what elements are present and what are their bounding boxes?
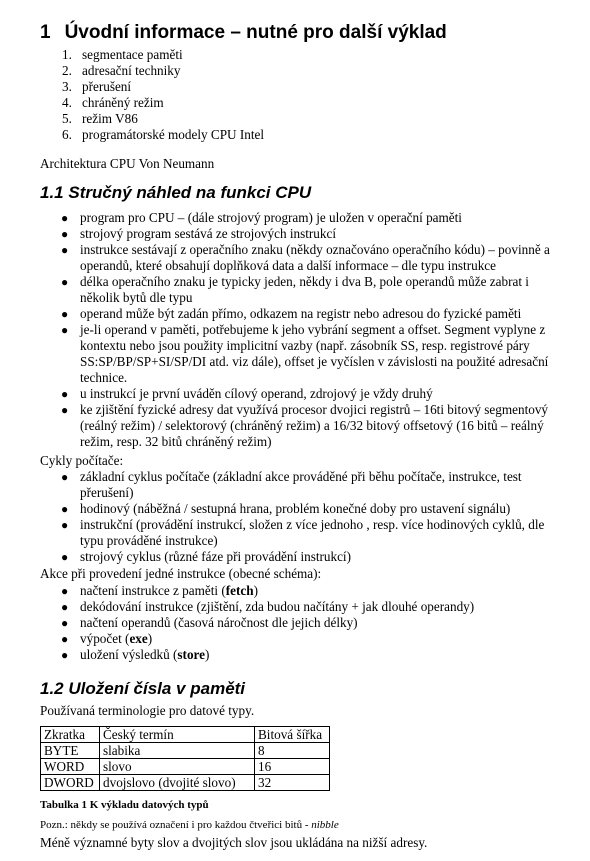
list-item xyxy=(58,647,570,663)
list-text: operand může být zadán přímo, odkazem na registr nebo adresou do fyzické paměti xyxy=(80,306,522,321)
list-item xyxy=(58,615,570,631)
chapter-number: 1 xyxy=(40,22,51,43)
table-row xyxy=(41,775,330,791)
table-cell: 16 xyxy=(255,759,330,775)
list-text: chráněný režim xyxy=(82,95,164,110)
action-keyword: fetch xyxy=(225,583,254,598)
section-heading-1-2: 1.2 Uložení čísla v paměti xyxy=(40,679,246,698)
action-keyword: exe xyxy=(129,631,148,646)
table-header-row xyxy=(41,727,330,743)
list-number: 4. xyxy=(62,95,72,110)
actions-label: Akce při provedení jedné instrukce (obecné schéma): xyxy=(40,566,322,581)
list-item xyxy=(58,549,570,565)
list-text: u instrukcí je první uváděn cílový operand, zdrojový je vždy druhý xyxy=(80,386,433,401)
note-italic-term: nibble xyxy=(311,819,339,831)
bullet-icon: ● xyxy=(61,600,69,614)
list-text: programátorské modely CPU Intel xyxy=(82,127,265,142)
list-item xyxy=(58,226,570,242)
bullet-icon: ● xyxy=(61,243,69,257)
list-number: 6. xyxy=(62,127,72,142)
section-heading-1-1: 1.1 Stručný náhled na funkci CPU xyxy=(40,183,312,202)
list-text: instrukce sestávají z operačního znaku (někdy označováno operačního kódu) – povinně a operandů, které obsahují doplňková data a další informace – dle typu instrukce xyxy=(80,242,550,273)
bullet-icon: ● xyxy=(61,403,69,417)
chapter-heading xyxy=(40,22,447,44)
table-cell: slovo xyxy=(100,759,255,775)
bullet-icon: ● xyxy=(61,584,69,598)
list-text: přerušení xyxy=(82,79,132,94)
table-cell: DWORD xyxy=(41,775,100,791)
action-text-end: ) xyxy=(253,583,258,598)
topic-list xyxy=(62,47,264,143)
list-text: režim V86 xyxy=(82,111,138,126)
architecture-line: Architektura CPU Von Neumann xyxy=(40,156,215,171)
bullet-icon: ● xyxy=(61,470,69,484)
bullet-icon: ● xyxy=(61,550,69,564)
list-item xyxy=(62,79,264,95)
action-text: dekódování instrukce (zjištění, zda budou načítány + jak dlouhé operandy) xyxy=(80,599,475,614)
action-text: výpočet ( xyxy=(80,631,130,646)
list-item xyxy=(58,501,570,517)
list-text: je-li operand v paměti, potřebujeme k jeho vybrání segment a offset. Segment vyplyne z kontextu nebo jsou použity implicitní vazby (např. zásobník SS, resp. registrové páry SS:SP/BP/SP+SI/SP/DI atd. viz dále), offset je vyčíslen v závislosti na použité adresační technice. xyxy=(80,322,549,385)
table-header-cell: Bitová šířka xyxy=(255,727,330,743)
action-text: načtení operandů (časová náročnost dle jejich délky) xyxy=(80,615,358,630)
list-item xyxy=(58,322,570,386)
action-text-end: ) xyxy=(205,647,210,662)
bullet-icon: ● xyxy=(61,616,69,630)
actions-bullet-list xyxy=(58,583,570,663)
bullet-icon: ● xyxy=(61,227,69,241)
list-number: 3. xyxy=(62,79,72,94)
bullet-icon: ● xyxy=(61,323,69,337)
table-caption: Tabulka 1 K výkladu datových typů xyxy=(40,799,209,811)
list-text: hodinový (náběžná / sestupná hrana, problém konečné doby pro ustavení signálu) xyxy=(80,501,511,516)
list-item xyxy=(58,583,570,599)
action-keyword: store xyxy=(177,647,206,662)
list-text: segmentace paměti xyxy=(82,47,183,62)
bullet-icon: ● xyxy=(61,387,69,401)
table-row xyxy=(41,743,330,759)
list-number: 1. xyxy=(62,47,72,62)
action-text-end: ) xyxy=(147,631,153,646)
list-item xyxy=(58,242,570,274)
list-text: základní cyklus počítače (základní akce prováděné při běhu počítače, instrukce, test přerušení) xyxy=(80,469,522,500)
terms-intro: Používaná terminologie pro datové typy. xyxy=(40,703,255,718)
table-cell: BYTE xyxy=(41,743,100,759)
table-header-cell: Zkratka xyxy=(41,727,100,743)
table-cell: dvojslovo (dvojité slovo) xyxy=(100,775,255,791)
list-text: strojový cyklus (různé fáze při provádění instrukcí) xyxy=(80,549,351,564)
list-item xyxy=(62,95,264,111)
data-types-table xyxy=(40,726,330,791)
list-item xyxy=(58,274,570,306)
list-item xyxy=(62,127,264,143)
list-item xyxy=(58,469,570,501)
list-number: 2. xyxy=(62,63,72,78)
note xyxy=(40,819,339,831)
list-text: program pro CPU – (dále strojový program) je uložen v operační paměti xyxy=(80,210,462,225)
bullet-icon: ● xyxy=(61,275,69,289)
list-item xyxy=(58,306,570,322)
list-item xyxy=(62,63,264,79)
list-item xyxy=(62,111,264,127)
note-text: Pozn.: někdy se používá označení i pro každou čtveřici bitů - xyxy=(40,819,312,831)
action-text: uložení výsledků ( xyxy=(80,647,178,662)
list-text: instrukční (provádění instrukcí, složen z více jednoho , resp. více hodinových cyklů, dle typu prováděné instrukce) xyxy=(80,517,545,548)
table-cell: 8 xyxy=(255,743,330,759)
list-item xyxy=(58,599,570,615)
action-text: načtení instrukce z paměti ( xyxy=(80,583,226,598)
bullet-icon: ● xyxy=(61,518,69,532)
list-text: délka operačního znaku je typicky jeden, někdy i dva B, pole operandů může zabrat i několik bytů dle typu xyxy=(80,274,529,305)
list-item xyxy=(58,517,570,549)
bullet-icon: ● xyxy=(61,648,69,662)
list-item xyxy=(58,210,570,226)
list-item xyxy=(58,386,570,402)
cycles-bullet-list xyxy=(58,469,570,565)
bullet-icon: ● xyxy=(61,502,69,516)
table-cell: WORD xyxy=(41,759,100,775)
table-row xyxy=(41,759,330,775)
list-item xyxy=(58,402,570,450)
chapter-title: Úvodní informace – nutné pro další výklad xyxy=(64,22,447,43)
list-text: ke zjištění fyzické adresy dat využívá procesor dvojici registrů – 16ti bitový segmentový (reálný režim) / selektorový (chráněný režim) a 16/32 bitový offsetový (16 bitů – reálný režim, resp. 32 bitů chráněný režim) xyxy=(80,402,549,449)
last-paragraph: Méně významné byty slov a dvojitých slov jsou ukládána na nižší adresy. xyxy=(40,835,428,850)
bullet-icon: ● xyxy=(61,307,69,321)
cycles-label: Cykly počítače: xyxy=(40,453,124,468)
list-item xyxy=(62,47,264,63)
list-number: 5. xyxy=(62,111,72,126)
table-header-cell: Český termín xyxy=(100,727,255,743)
table-cell: slabika xyxy=(100,743,255,759)
list-text: strojový program sestává ze strojových instrukcí xyxy=(80,226,336,241)
bullet-icon: ● xyxy=(61,632,69,646)
list-item xyxy=(58,631,570,647)
table-cell: 32 xyxy=(255,775,330,791)
list-text: adresační techniky xyxy=(82,63,181,78)
bullet-icon: ● xyxy=(61,211,69,225)
cpu-bullet-list xyxy=(58,210,570,450)
